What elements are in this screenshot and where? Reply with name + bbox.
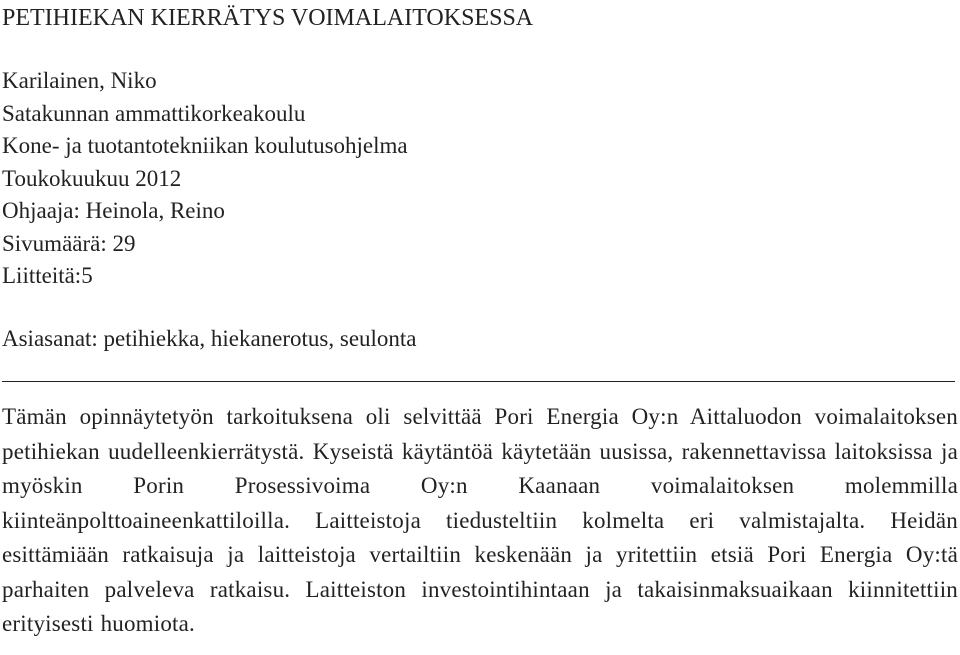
keywords: Asiasanat: petihiekka, hiekanerotus, seulonta: [2, 326, 417, 351]
metadata-block: [2, 65, 408, 293]
document-title: PETIHIEKAN KIERRÄTYS VOIMALAITOKSESSA: [2, 5, 534, 31]
abstract-paragraph: Tämän opinnäytetyön tarkoituksena oli selvittää Pori Energia Oy:n Aittaluodon voimalaitoksen petihiekan uudelleenkierrätystä. Kyseistä käytäntöä käytetään uusissa, rakennettavissa laitoksissa ja myöskin Porin Prosessivoima Oy:n Kaanaan voimalaitoksen molemmilla kiinteänpolttoaineenkattiloilla. Laitteistoja tiedusteltiin kolmelta eri valmistajalta. Heidän esittämiään ratkaisuja ja laitteistoja vertailtiin keskenään ja yritettiin etsiä Pori Energia Oy:tä parhaiten palveleva ratkaisu. Laitteiston investointihintaan ja takaisinmaksuaikaan kiinnitettiin erityisesti huomiota.: [2, 404, 958, 636]
degree-programme: Kone- ja tuotantotekniikan koulutusohjelma: [2, 133, 408, 158]
institution: Satakunnan ammattikorkeakoulu: [2, 100, 306, 126]
appendices: Liitteitä:5: [2, 263, 93, 288]
horizontal-rule: [2, 381, 955, 382]
page-count: Sivumäärä: 29: [2, 230, 136, 256]
author: Karilainen, Niko: [2, 68, 157, 93]
supervisor: Ohjaaja: Heinola, Reino: [2, 198, 225, 223]
date: Toukokuukuu 2012: [2, 165, 182, 191]
